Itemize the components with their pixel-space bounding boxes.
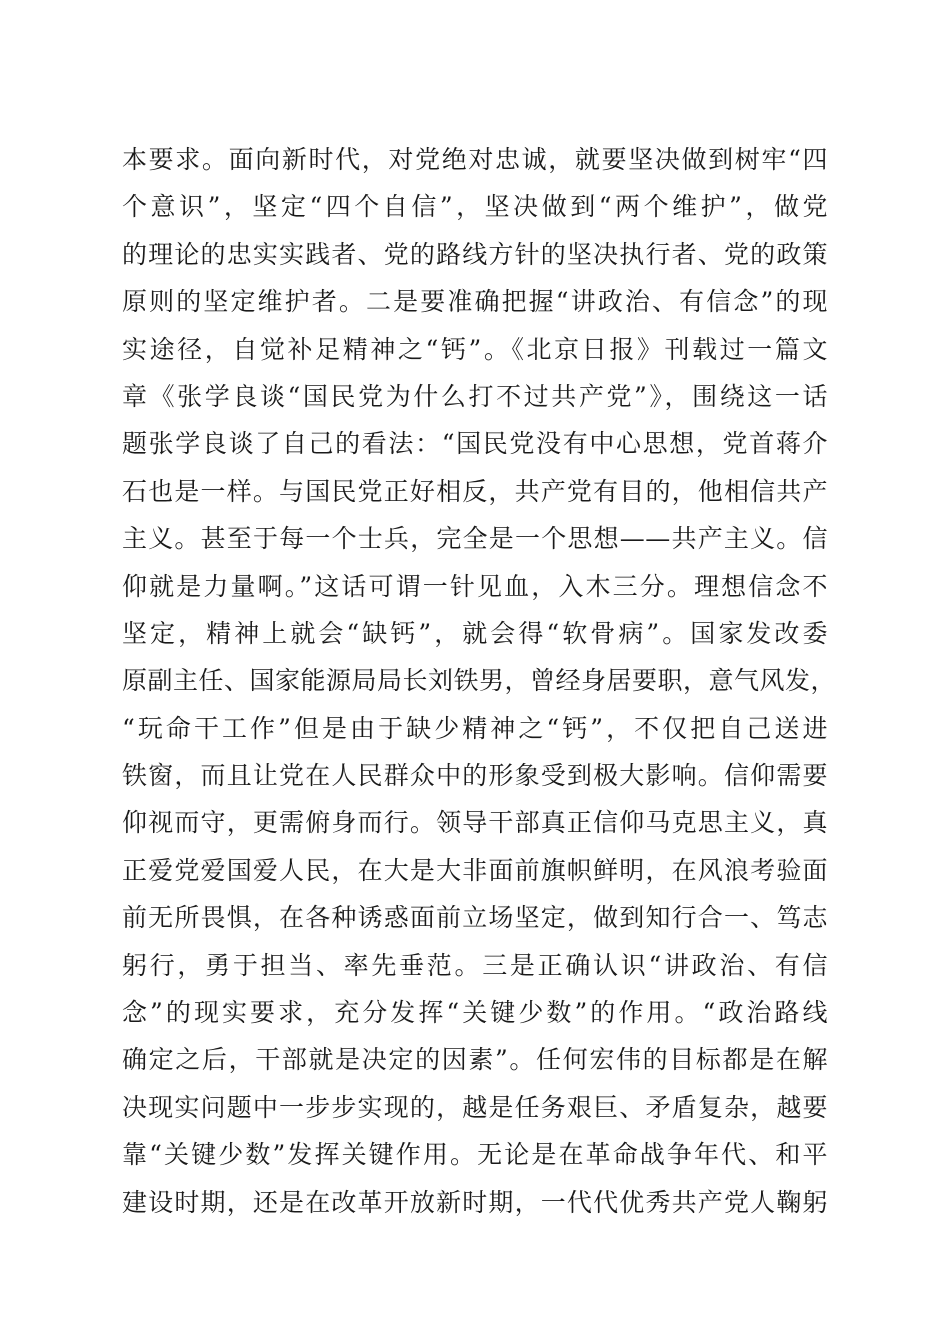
text-line: 石也是一样。与国民党正好相反，共产党有目的，他相信共产 — [122, 476, 828, 506]
text-line: 仰就是力量啊。”这话可谓一针见血，入木三分。理想信念不 — [122, 571, 828, 601]
text-line: 确定之后，干部就是决定的因素”。任何宏伟的目标都是在解 — [122, 1045, 828, 1075]
text-line: 个意识”，坚定“四个自信”，坚决做到“两个维护”，做党 — [122, 192, 828, 222]
text-line: 铁窗，而且让党在人民群众中的形象受到极大影响。信仰需要 — [122, 761, 828, 791]
text-line: 实途径，自觉补足精神之“钙”。《北京日报》刊载过一篇文 — [122, 334, 828, 364]
text-line: 主义。甚至于每一个士兵，完全是一个思想——共产主义。信 — [122, 524, 828, 554]
text-line: 的理论的忠实实践者、党的路线方针的坚决执行者、党的政策 — [122, 239, 828, 269]
text-line: 原则的坚定维护者。二是要准确把握“讲政治、有信念”的现 — [122, 287, 828, 317]
text-line: 题张学良谈了自己的看法：“国民党没有中心思想，党首蒋介 — [122, 429, 828, 459]
text-line: 本要求。面向新时代，对党绝对忠诚，就要坚决做到树牢“四 — [122, 145, 828, 174]
text-line: 前无所畏惧，在各种诱惑面前立场坚定，做到知行合一、笃志 — [122, 903, 828, 933]
text-line: 原副主任、国家能源局局长刘铁男，曾经身居要职，意气风发， — [122, 666, 837, 696]
text-line: 建设时期，还是在改革开放新时期，一代代优秀共产党人鞠躬 — [122, 1187, 828, 1217]
text-line: “玩命干工作”但是由于缺少精神之“钙”，不仅把自己送进 — [122, 713, 828, 743]
text-line: 躬行，勇于担当、率先垂范。三是正确认识“讲政治、有信 — [122, 950, 828, 980]
text-line: 靠“关键少数”发挥关键作用。无论是在革命战争年代、和平 — [122, 1140, 828, 1170]
text-line: 决现实问题中一步步实现的，越是任务艰巨、矛盾复杂，越要 — [122, 1092, 828, 1122]
text-line: 章《张学良谈“国民党为什么打不过共产党”》，围绕这一话 — [122, 381, 828, 411]
body-text — [122, 136, 837, 1226]
text-line: 仰视而守，更需俯身而行。领导干部真正信仰马克思主义，真 — [122, 808, 828, 838]
text-line: 正爱党爱国爱人民，在大是大非面前旗帜鲜明，在风浪考验面 — [122, 855, 828, 885]
text-line: 念”的现实要求，充分发挥“关键少数”的作用。“政治路线 — [122, 998, 828, 1028]
text-line: 坚定，精神上就会“缺钙”，就会得“软骨病”。国家发改委 — [122, 618, 828, 648]
